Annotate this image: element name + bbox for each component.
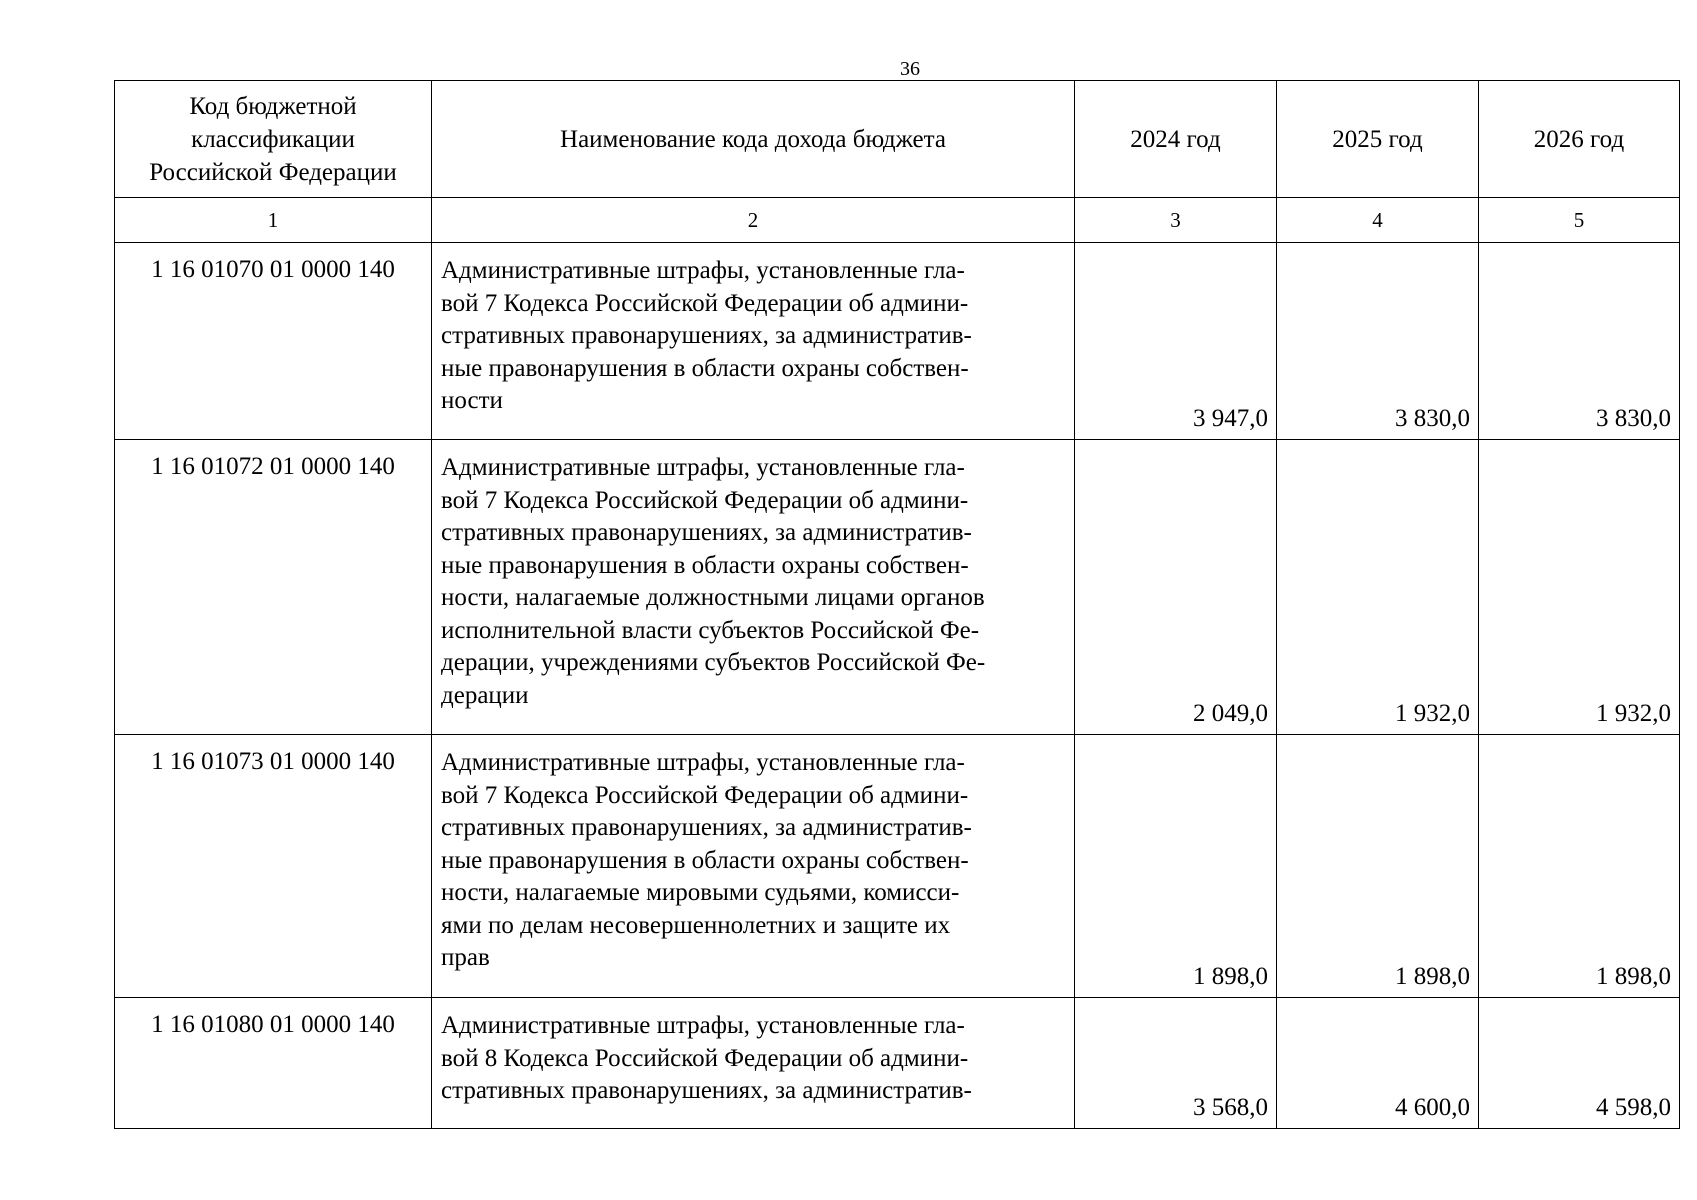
revenue-name-line: дерации [441, 681, 529, 709]
table-row [115, 735, 1680, 998]
column-number: 1 [115, 198, 432, 243]
value-2026-cell: 4 598,0 [1479, 998, 1680, 1129]
column-number-row [115, 198, 1680, 243]
header-code-line: классификации [191, 125, 355, 153]
value-2024-cell: 3 947,0 [1075, 243, 1277, 440]
revenue-name-line: ности, налагаемые должностными лицами органов [441, 584, 985, 611]
revenue-name-line: стративных правонарушениях, за административ- [441, 1077, 972, 1104]
table-header-row [115, 81, 1680, 198]
revenue-name-line: стративных правонарушениях, за административ- [441, 814, 972, 841]
revenue-name-line: вой 8 Кодекса Российской Федерации об админи- [441, 1044, 969, 1072]
revenue-name-line: ями по делам несовершеннолетних и защите их [441, 911, 951, 939]
header-revenue-name: Наименование кода дохода бюджета [432, 81, 1075, 198]
value-2026-cell: 1 932,0 [1479, 440, 1680, 735]
table-row [115, 998, 1680, 1129]
revenue-name-line: Административные штрафы, установленные гла- [441, 454, 965, 481]
header-year-2025: 2025 год [1277, 81, 1479, 198]
revenue-name-line: Административные штрафы, установленные гла- [441, 1012, 965, 1039]
value-2024-cell: 3 568,0 [1075, 998, 1277, 1129]
revenue-name-line: Административные штрафы, установленные гла- [441, 749, 965, 776]
value-2024-cell: 2 049,0 [1075, 440, 1277, 735]
revenue-name-cell [432, 243, 1075, 440]
revenue-name-line: ности, налагаемые мировыми судьями, комисси- [441, 879, 960, 906]
revenue-name-line: ные правонарушения в области охраны собствен- [441, 846, 969, 874]
header-code-line: Код бюджетной [189, 92, 357, 120]
budget-code-cell: 1 16 01073 01 0000 140 [115, 735, 432, 998]
header-year-2024: 2024 год [1075, 81, 1277, 198]
revenue-name-line: дерации, учреждениями субъектов Российской Фе- [441, 649, 986, 676]
budget-revenue-table [114, 80, 1680, 1129]
value-2025-cell: 1 898,0 [1277, 735, 1479, 998]
table-row [115, 440, 1680, 735]
value-2025-cell: 4 600,0 [1277, 998, 1479, 1129]
header-year-2026: 2026 год [1479, 81, 1680, 198]
revenue-name-cell [432, 998, 1075, 1129]
revenue-name-line: Административные штрафы, установленные гла- [441, 257, 965, 284]
header-budget-code [115, 81, 432, 198]
value-2026-cell: 3 830,0 [1479, 243, 1680, 440]
revenue-name-line: исполнительной власти субъектов Российской Фе- [441, 616, 980, 644]
revenue-name-cell [432, 735, 1075, 998]
budget-code-cell: 1 16 01070 01 0000 140 [115, 243, 432, 440]
header-code-line: Российской Федерации [149, 158, 397, 186]
value-2025-cell: 3 830,0 [1277, 243, 1479, 440]
column-number: 2 [432, 198, 1075, 243]
revenue-name-line: стративных правонарушениях, за административ- [441, 519, 972, 546]
revenue-name-line: ные правонарушения в области охраны собствен- [441, 551, 969, 579]
revenue-name-line: ности [441, 387, 503, 414]
value-2025-cell: 1 932,0 [1277, 440, 1479, 735]
column-number: 3 [1075, 198, 1277, 243]
table-row [115, 243, 1680, 440]
budget-code-cell: 1 16 01072 01 0000 140 [115, 440, 432, 735]
revenue-name-line: вой 7 Кодекса Российской Федерации об админи- [441, 781, 969, 809]
column-number: 5 [1479, 198, 1680, 243]
revenue-name-line: прав [441, 944, 490, 971]
revenue-name-line: ные правонарушения в области охраны собствен- [441, 354, 969, 382]
revenue-name-line: стративных правонарушениях, за административ- [441, 322, 972, 349]
column-number: 4 [1277, 198, 1479, 243]
revenue-name-line: вой 7 Кодекса Российской Федерации об админи- [441, 486, 969, 514]
budget-code-cell: 1 16 01080 01 0000 140 [115, 998, 432, 1129]
revenue-name-cell [432, 440, 1075, 735]
value-2024-cell: 1 898,0 [1075, 735, 1277, 998]
revenue-name-line: вой 7 Кодекса Российской Федерации об админи- [441, 289, 969, 317]
page-number: 36 [900, 58, 920, 80]
value-2026-cell: 1 898,0 [1479, 735, 1680, 998]
